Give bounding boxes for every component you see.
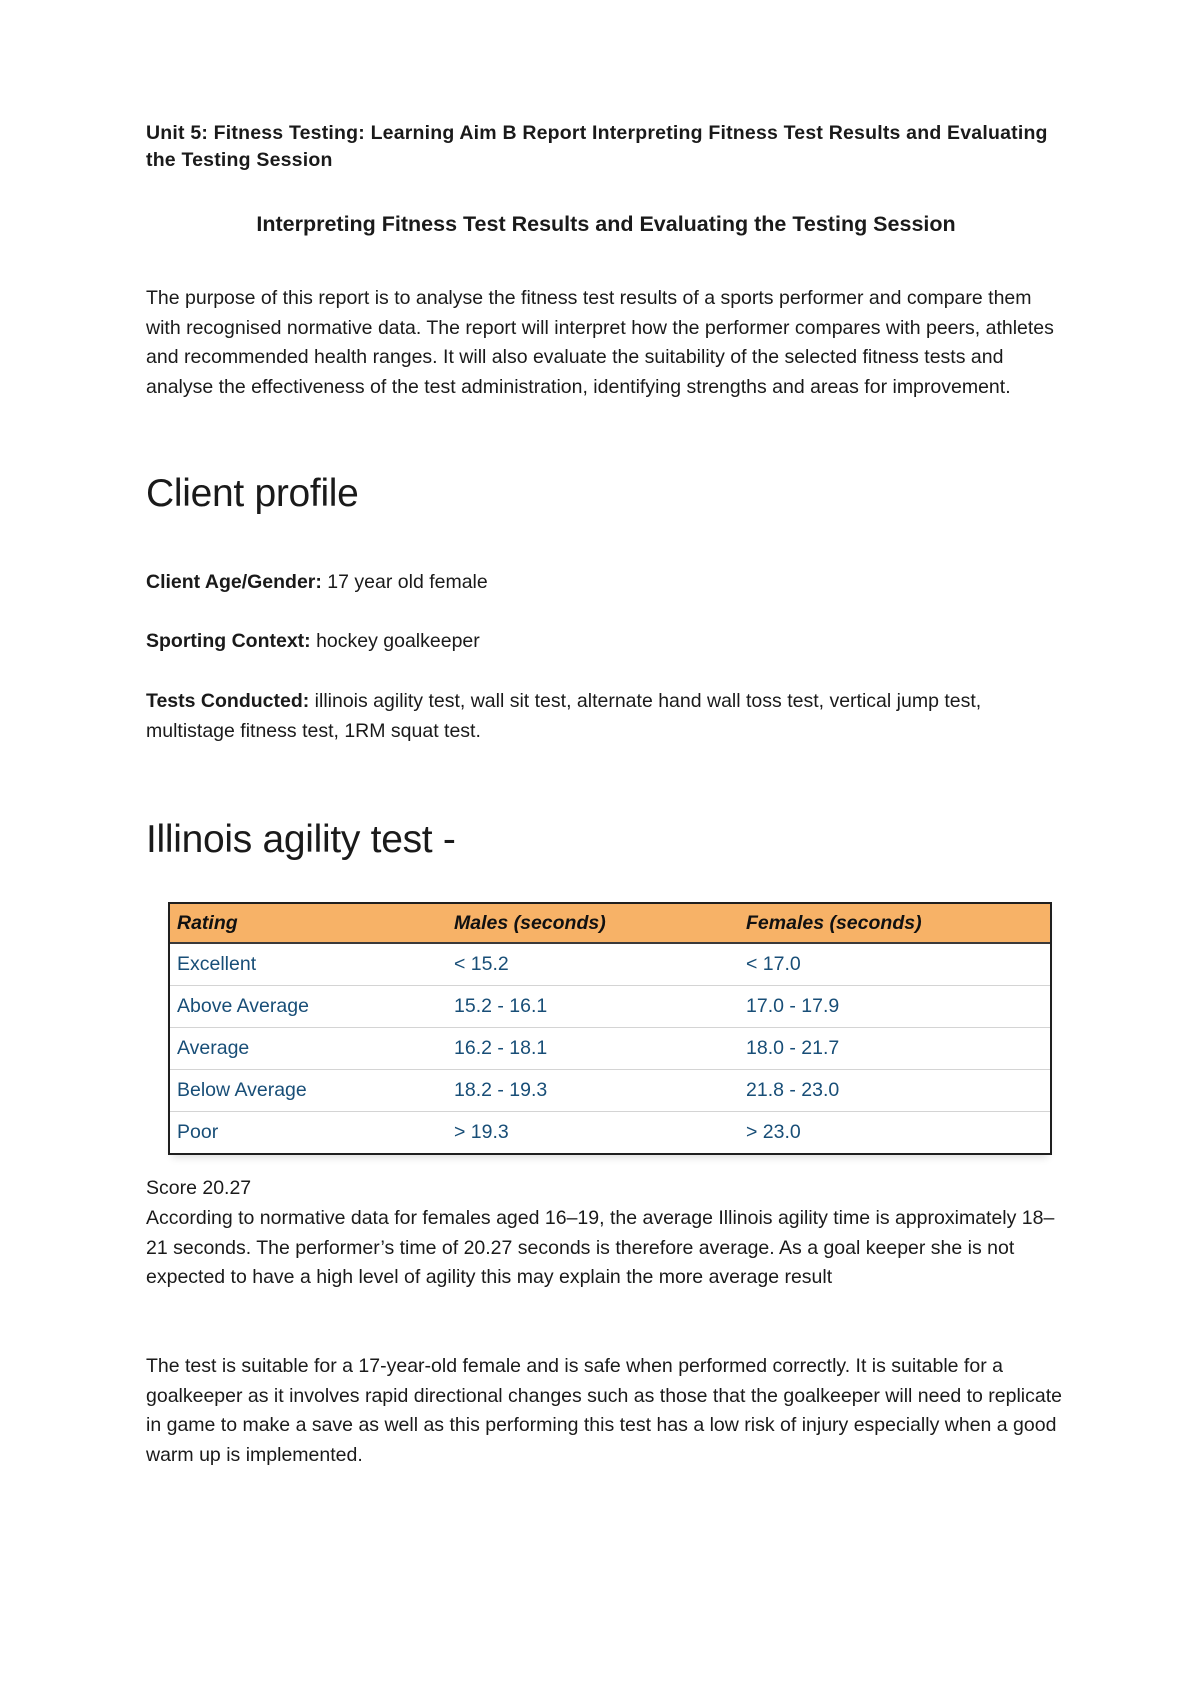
rating-cell: Excellent bbox=[170, 943, 447, 986]
table-row bbox=[170, 1028, 1050, 1070]
males-cell: 16.2 - 18.1 bbox=[447, 1028, 739, 1070]
males-cell: < 15.2 bbox=[447, 943, 739, 986]
tests-conducted-label: Tests Conducted: bbox=[146, 690, 310, 712]
header-males: Males (seconds) bbox=[447, 904, 739, 943]
header-females: Females (seconds) bbox=[739, 904, 1050, 943]
females-cell: 18.0 - 21.7 bbox=[739, 1028, 1050, 1070]
document-title: Unit 5: Fitness Testing: Learning Aim B Report Interpreting Fitness Test Results and Evaluating the Testing Session bbox=[146, 122, 1048, 171]
document-page bbox=[146, 120, 1066, 1466]
males-cell: 18.2 - 19.3 bbox=[447, 1070, 739, 1112]
males-cell: 15.2 - 16.1 bbox=[447, 986, 739, 1028]
rating-cell: Poor bbox=[170, 1112, 447, 1154]
client-profile-heading: Client profile bbox=[146, 472, 359, 515]
illinois-interpretation-paragraph: According to normative data for females aged 16–19, the average Illinois agility time is approximately 18–21 seconds. The performer’s time of 20.27 seconds is therefore average. As a goal keeper she is not expected to have a high level of agility this may explain the more average result bbox=[146, 1207, 1055, 1289]
females-cell: > 23.0 bbox=[739, 1112, 1050, 1154]
table-header-row bbox=[170, 904, 1050, 943]
females-cell: 21.8 - 23.0 bbox=[739, 1070, 1050, 1112]
table-row bbox=[170, 986, 1050, 1028]
rating-cell: Above Average bbox=[170, 986, 447, 1028]
table-row bbox=[170, 943, 1050, 986]
illinois-norms-table bbox=[170, 904, 1050, 1153]
illinois-suitability-paragraph: The test is suitable for a 17-year-old female and is safe when performed correctly. It is suitable for a goalkeeper as it involves rapid directional changes such as those that the goalkeeper will need to replicate in game to make a save as well as this performing this test has a low risk of injury especially when a good warm up is implemented. bbox=[146, 1355, 1062, 1466]
client-age-label: Client Age/Gender: bbox=[146, 571, 322, 593]
illinois-norms-table-wrapper bbox=[168, 902, 1052, 1155]
tests-conducted bbox=[146, 687, 1066, 746]
illinois-score: Score 20.27 bbox=[146, 1177, 252, 1199]
client-age-value: 17 year old female bbox=[321, 571, 488, 593]
males-cell: > 19.3 bbox=[447, 1112, 739, 1154]
sporting-context-label: Sporting Context: bbox=[146, 630, 311, 652]
sporting-context bbox=[146, 627, 1066, 657]
illinois-heading: Illinois agility test - bbox=[146, 818, 456, 861]
sporting-context-value: hockey goalkeeper bbox=[310, 630, 480, 652]
females-cell: < 17.0 bbox=[739, 943, 1050, 986]
client-age-gender bbox=[146, 568, 1066, 598]
females-cell: 17.0 - 17.9 bbox=[739, 986, 1050, 1028]
intro-paragraph: The purpose of this report is to analyse the fitness test results of a sports performer and compare them with recognised normative data. The report will interpret how the performer compares with peers, athletes and recommended health ranges. It will also evaluate the suitability of the selected fitness tests and analyse the effectiveness of the test administration, identifying strengths and areas for improvement. bbox=[146, 287, 1054, 398]
rating-cell: Below Average bbox=[170, 1070, 447, 1112]
tests-conducted-value: illinois agility test, wall sit test, alternate hand wall toss test, vertical jump test, multistage fitness test, 1RM squat test. bbox=[146, 690, 982, 742]
rating-cell: Average bbox=[170, 1028, 447, 1070]
header-rating: Rating bbox=[170, 904, 447, 943]
table-row bbox=[170, 1070, 1050, 1112]
table-row bbox=[170, 1112, 1050, 1154]
document-subtitle: Interpreting Fitness Test Results and Evaluating the Testing Session bbox=[256, 212, 956, 236]
